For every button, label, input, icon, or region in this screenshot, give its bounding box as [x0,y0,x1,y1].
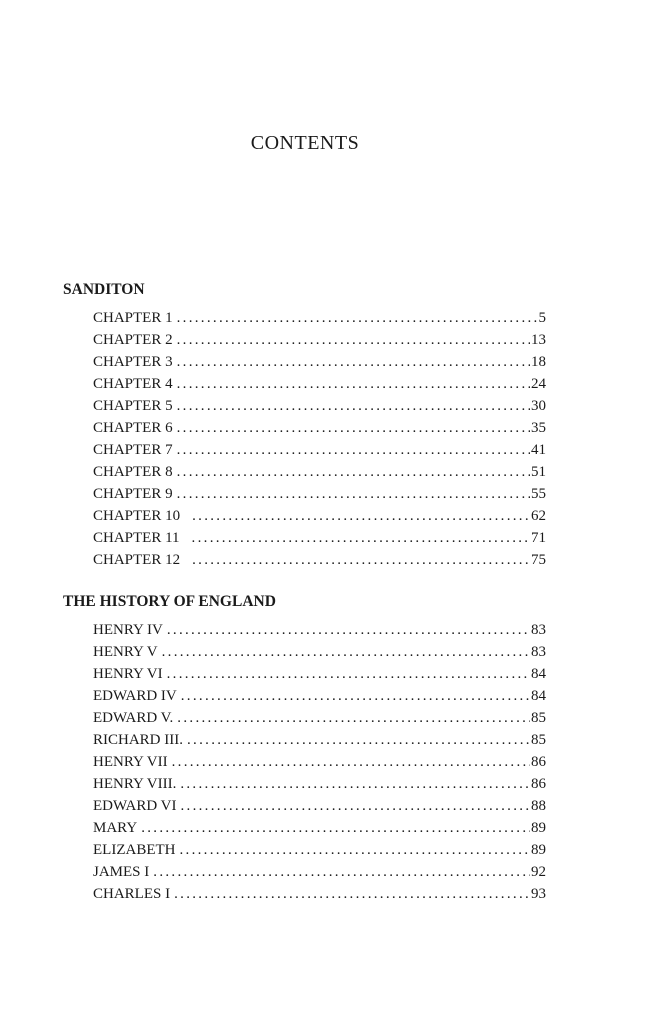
dot-leader [177,461,530,483]
dot-leader [177,351,530,373]
toc-entry[interactable] [93,883,546,905]
toc-entry-label: CHAPTER 8 [93,464,173,480]
toc-entry-label: ELIZABETH [93,842,176,858]
toc-entry[interactable] [93,861,546,883]
toc-entry[interactable] [93,839,546,861]
toc-entry[interactable] [93,549,546,571]
dot-leader [177,483,530,505]
toc-page-number: 89 [531,842,546,858]
dot-leader [192,527,530,549]
toc-page-number: 62 [531,508,546,524]
toc-section-sanditon [63,280,546,571]
toc-entry[interactable] [93,351,546,373]
dot-leader [180,795,530,817]
toc-entry[interactable] [93,527,546,549]
toc-entry-label: EDWARD VI [93,798,177,814]
toc-page-number: 93 [531,886,546,902]
toc-entry-label: JAMES I [93,864,150,880]
toc-entry-label: EDWARD IV [93,688,177,704]
toc-list [63,307,546,571]
toc-entry[interactable] [93,395,546,417]
dot-leader [177,707,530,729]
toc-page-number: 85 [531,710,546,726]
dot-leader [162,641,530,663]
toc-entry-label: RICHARD III. [93,732,183,748]
dot-leader [180,773,530,795]
toc-page-number: 86 [531,776,546,792]
dot-leader [177,329,530,351]
toc-page-number: 88 [531,798,546,814]
toc-entry[interactable] [93,795,546,817]
toc-page-number: 51 [531,464,546,480]
toc-entry-label: CHAPTER 1 [93,310,173,326]
toc-entry[interactable] [93,685,546,707]
dot-leader [187,729,530,751]
toc-entry[interactable] [93,663,546,685]
dot-leader [153,861,530,883]
toc-entry-label: CHAPTER 6 [93,420,173,436]
dot-leader [141,817,530,839]
toc-entry-label: CHAPTER 2 [93,332,173,348]
toc-entry-label: HENRY V [93,644,158,660]
toc-page-number: 75 [531,552,546,568]
toc-page-number: 13 [531,332,546,348]
toc-entry-label: CHAPTER 9 [93,486,173,502]
toc-entry-label: CHAPTER 5 [93,398,173,414]
toc-entry[interactable] [93,505,546,527]
toc-entry-label: HENRY VI [93,666,163,682]
toc-entry[interactable] [93,329,546,351]
toc-page-number: 35 [531,420,546,436]
toc-page-number: 86 [531,754,546,770]
toc-page-number: 5 [538,310,546,326]
toc-entry-label: CHAPTER 7 [93,442,173,458]
toc-entry-label: CHAPTER 4 [93,376,173,392]
toc-entry-label: CHAPTER 10 [93,508,181,524]
dot-leader [177,417,530,439]
toc-entry-label: CHAPTER 12 [93,552,181,568]
toc-entry[interactable] [93,461,546,483]
dot-leader [174,883,530,905]
toc-entry[interactable] [93,307,546,329]
toc-entry[interactable] [93,373,546,395]
toc-page-number: 84 [531,666,546,682]
toc-entry[interactable] [93,707,546,729]
toc-entry-label: HENRY VIII. [93,776,177,792]
toc-entry[interactable] [93,619,546,641]
toc-page-number: 89 [531,820,546,836]
toc-entry[interactable] [93,817,546,839]
dot-leader [177,307,538,329]
toc-page-number: 92 [531,864,546,880]
dot-leader [177,395,530,417]
toc-page-number: 83 [531,644,546,660]
dot-leader [167,663,530,685]
dot-leader [181,685,530,707]
dot-leader [177,439,530,461]
toc-entry-label: CHAPTER 11 [93,530,180,546]
toc-page-number: 84 [531,688,546,704]
page-title: CONTENTS [250,132,360,154]
toc-entry-label: MARY [93,820,138,836]
toc-entry-label: CHARLES I [93,886,171,902]
dot-leader [179,839,530,861]
toc-entry[interactable] [93,751,546,773]
toc-page-number: 24 [531,376,546,392]
toc-entry-label: HENRY VII [93,754,168,770]
toc-entry-label: CHAPTER 3 [93,354,173,370]
section-heading: THE HISTORY OF ENGLAND [63,593,276,610]
toc-list [63,619,546,905]
toc-page-number: 55 [531,486,546,502]
toc-page-number: 83 [531,622,546,638]
section-heading: SANDITON [63,281,145,298]
toc-entry-label: HENRY IV [93,622,163,638]
toc-page-number: 85 [531,732,546,748]
dot-leader [167,619,530,641]
dot-leader [192,549,530,571]
toc-entry[interactable] [93,439,546,461]
toc-page-number: 30 [531,398,546,414]
toc-entry[interactable] [93,641,546,663]
toc-entry-label: EDWARD V. [93,710,174,726]
toc-page-number: 71 [531,530,546,546]
toc-entry[interactable] [93,483,546,505]
toc-page-number: 18 [531,354,546,370]
dot-leader [177,373,530,395]
toc-entry[interactable] [93,729,546,751]
toc-page-number: 41 [531,442,546,458]
dot-leader [192,505,530,527]
dot-leader [172,751,530,773]
toc-section-history-of-england [63,592,546,905]
toc-entry[interactable] [93,417,546,439]
toc-entry[interactable] [93,773,546,795]
